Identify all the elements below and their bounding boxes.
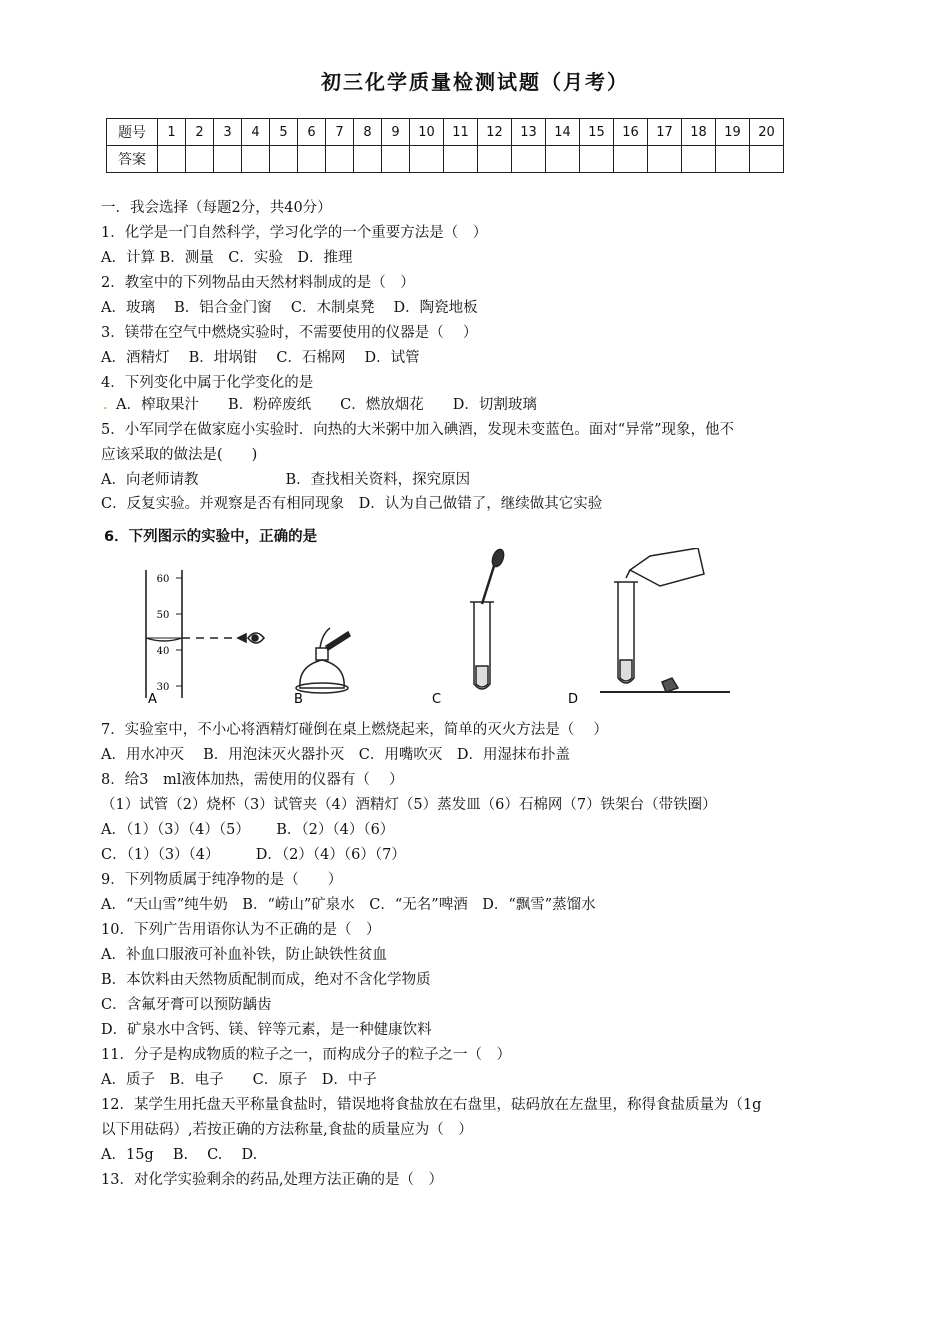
page-title: 初三化学质量检测试题（月考） (321, 70, 629, 94)
question-text: 10．下列广告用语你认为不正确的是（ ） (101, 922, 381, 938)
table-cell: 6 (298, 119, 326, 146)
question-text: 12．某学生用托盘天平称量食盐时，错误地将食盐放在右盘里，砝码放在左盘里，称得食盐质量为（1g (101, 1097, 762, 1113)
answer-cell[interactable] (214, 146, 242, 173)
alcohol-lamp-diagram (296, 628, 350, 693)
table-header-cell: 答案 (107, 146, 158, 173)
question-text: 7．实验室中，不小心将酒精灯碰倒在桌上燃烧起来，简单的灭火方法是（ ） (101, 722, 608, 738)
options-text: A．用水冲灭 B．用泡沫灭火器扑灭 C．用嘴吹灭 D．用湿抹布扑盖 (101, 747, 570, 763)
table-cell: 18 (682, 119, 716, 146)
options-text: A．向老师请教 B．查找相关资料，探究原因 (101, 472, 471, 488)
table-cell: 19 (716, 119, 750, 146)
table-cell: 2 (186, 119, 214, 146)
table-cell: 9 (382, 119, 410, 146)
answer-cell[interactable] (186, 146, 214, 173)
table-cell: 10 (410, 119, 444, 146)
options-text: A．酒精灯 B．坩埚钳 C．石棉网 D．试管 (101, 350, 420, 366)
scale-label: 60 (156, 574, 170, 585)
table-cell: 20 (750, 119, 784, 146)
question-text: 13．对化学实验剩余的药品,处理方法正确的是（ ） (101, 1172, 444, 1188)
options-text: B．本饮料由天然物质配制而成，绝对不含化学物质 (101, 972, 431, 988)
answer-cell[interactable] (410, 146, 444, 173)
question-text: 3．镁带在空气中燃烧实验时，不需要使用的仪器是（ ） (101, 325, 478, 341)
answer-cell[interactable] (750, 146, 784, 173)
answer-cell[interactable] (326, 146, 354, 173)
question-text: 以下用砝码）,若按正确的方法称量,食盐的质量应为（ ） (101, 1122, 473, 1138)
table-cell: 4 (242, 119, 270, 146)
answer-cell[interactable] (270, 146, 298, 173)
table-header-cell: 题号 (107, 119, 158, 146)
answer-table (106, 118, 784, 173)
scale-label: 30 (156, 682, 170, 693)
table-cell: 16 (614, 119, 648, 146)
cylinder-diagram (146, 570, 264, 698)
question-text: 9．下列物质属于纯净物的是（ ） (101, 872, 343, 888)
experiment-figure (130, 548, 730, 708)
pouring-diagram (600, 548, 730, 692)
answer-cell[interactable] (242, 146, 270, 173)
answer-cell[interactable] (444, 146, 478, 173)
options-text: C．含氟牙膏可以预防龋齿 (101, 997, 272, 1013)
table-cell: 8 (354, 119, 382, 146)
options-text: A．榨取果汁 B．粉碎废纸 C．燃放烟花 D．切割玻璃 (116, 397, 537, 413)
answer-cell[interactable] (614, 146, 648, 173)
question-text: 2．教室中的下列物品由天然材料制成的是（ ） (101, 275, 415, 291)
table-cell: 3 (214, 119, 242, 146)
options-text: D．矿泉水中含钙、镁、锌等元素，是一种健康饮料 (101, 1022, 432, 1038)
answer-cell[interactable] (716, 146, 750, 173)
answer-cell[interactable] (512, 146, 546, 173)
scale-label: 40 (156, 646, 170, 657)
question-text: （1）试管（2）烧杯（3）试管夹（4）酒精灯（5）蒸发皿（6）石棉网（7）铁架台（带铁圈） (101, 797, 717, 813)
options-text: A．补血口服液可补血补铁，防止缺铁性贫血 (101, 947, 387, 963)
options-text: A．15g B. C. D. (101, 1147, 258, 1163)
answer-cell[interactable] (354, 146, 382, 173)
table-cell: 12 (478, 119, 512, 146)
question-text: 11．分子是构成物质的粒子之一，而构成分子的粒子之一（ ） (101, 1047, 511, 1063)
table-cell: 15 (580, 119, 614, 146)
options-text: A．“天山雪”纯牛奶 B．“崂山”矿泉水 C．“无名”啤酒 D．“飘雪”蒸馏水 (101, 897, 596, 913)
figure-label-a: A (148, 692, 157, 707)
section-heading: 一．我会选择（每题2分，共40分） (101, 200, 332, 216)
options-text: A．质子 B．电子 C．原子 D．中子 (101, 1072, 377, 1088)
table-cell: 13 (512, 119, 546, 146)
table-row (107, 146, 784, 173)
options-text: A．玻璃 B．铝合金门窗 C．木制桌凳 D．陶瓷地板 (101, 300, 478, 316)
answer-cell[interactable] (158, 146, 186, 173)
answer-cell[interactable] (648, 146, 682, 173)
answer-cell[interactable] (546, 146, 580, 173)
options-text: A．（1）（3）（4）（5） B．（2）（4）（6） (101, 822, 395, 838)
question-text: 1．化学是一门自然科学，学习化学的一个重要方法是（ ） (101, 225, 488, 241)
table-cell: 14 (546, 119, 580, 146)
table-cell: 7 (326, 119, 354, 146)
test-tube-dropper-diagram (470, 548, 506, 689)
scale-label: 50 (156, 610, 170, 621)
question-text: 应该采取的做法是( ) (101, 447, 258, 463)
answer-cell[interactable] (682, 146, 716, 173)
options-text: A．计算 B．测量 C．实验 D．推理 (101, 250, 353, 266)
question-text: 5．小军同学在做家庭小实验时．向热的大米粥中加入碘酒，发现未变蓝色。面对“异常”现象，他不 (101, 422, 735, 438)
figure-title: 6．下列图示的实验中，正确的是 (104, 529, 318, 545)
options-text: C．（1）（3）（4） D．（2）（4）（6）（7） (101, 847, 406, 863)
answer-cell[interactable] (478, 146, 512, 173)
question-text: 8．给3 ml液体加热，需使用的仪器有（ ） (101, 772, 404, 788)
table-cell: 17 (648, 119, 682, 146)
answer-cell[interactable] (382, 146, 410, 173)
table-cell: 1 (158, 119, 186, 146)
figure-label-d: D (568, 692, 579, 707)
figure-label-c: C (432, 692, 442, 707)
table-cell: 11 (444, 119, 478, 146)
options-text: C．反复实验。并观察是否有相同现象 D．认为自己做错了，继续做其它实验 (101, 496, 603, 512)
marker-dot: . (103, 397, 108, 413)
question-text: 4．下列变化中属于化学变化的是 (101, 375, 314, 391)
figure-label-b: B (294, 692, 303, 707)
table-row (107, 119, 784, 146)
table-cell: 5 (270, 119, 298, 146)
answer-cell[interactable] (580, 146, 614, 173)
answer-cell[interactable] (298, 146, 326, 173)
